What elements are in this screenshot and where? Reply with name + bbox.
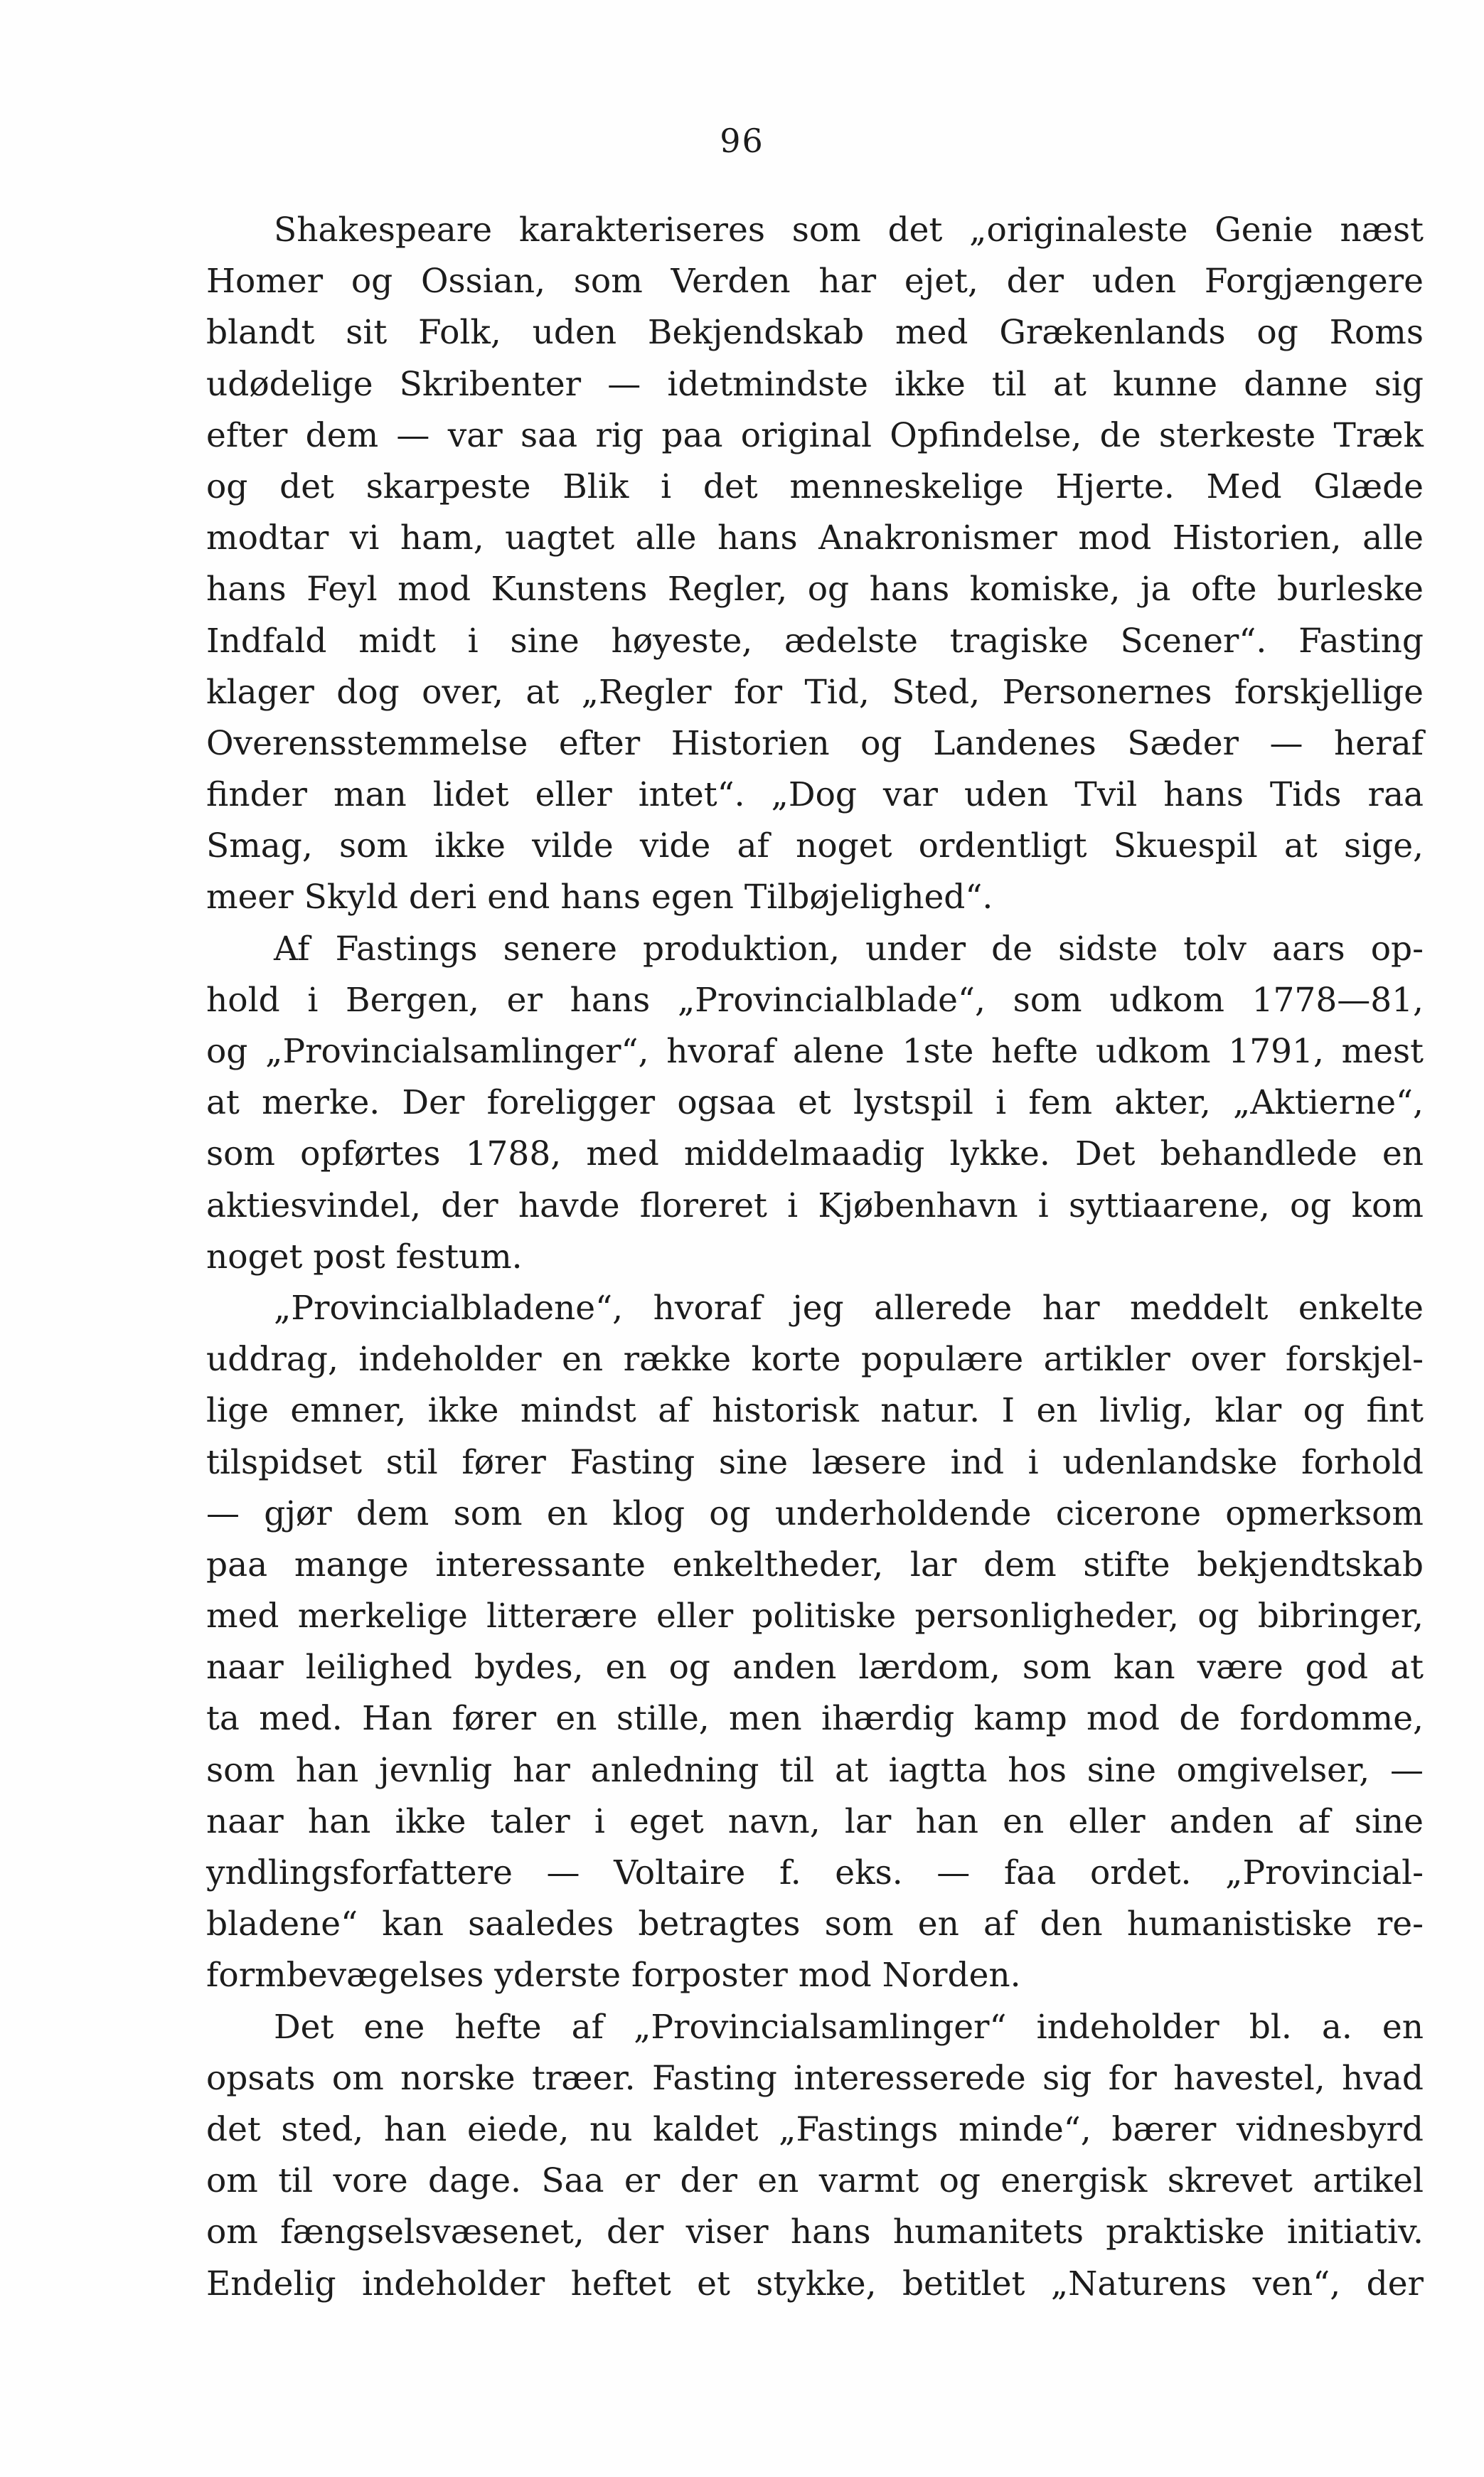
text-line: Af Fastings senere produktion, under de sidste tolv aars op-: [274, 929, 1424, 969]
text-line: meer Skyld deri end hans egen Tilbøjelighed“.: [206, 878, 993, 917]
text-line: yndlingsforfattere — Voltaire f. eks. — faa ordet. „Provincial-: [206, 1853, 1424, 1892]
text-line: Endelig indeholder heftet et stykke, betitlet „Naturens ven“, der: [206, 2264, 1424, 2303]
text-line: det sted, han eiede, nu kaldet „Fastings minde“, bærer vidnesbyrd: [206, 2109, 1424, 2149]
text-line: ta med. Han fører en stille, men ihærdig kamp mod de fordomme,: [206, 1699, 1424, 1739]
text-line: udødelige Skribenter — idetmindste ikke til at kunne danne sig: [206, 364, 1424, 404]
text-line: Homer og Ossian, som Verden har ejet, der uden Forgjængere: [206, 262, 1424, 302]
text-line: at merke. Der foreligger ogsaa et lystspil i fem akter, „Aktierne“,: [206, 1083, 1424, 1123]
text-line: Det ene hefte af „Provincialsamlinger“ indeholder bl. a. en: [274, 2007, 1424, 2047]
text-line: paa mange interessante enkeltheder, lar dem stifte bekjendtskab: [206, 1545, 1424, 1584]
text-line: om til vore dage. Saa er der en varmt og energisk skrevet artikel: [206, 2161, 1424, 2201]
text-line: uddrag, indeholder en række korte populære artikler over forskjel-: [206, 1340, 1424, 1380]
text-line: naar han ikke taler i eget navn, lar han en eller anden af sine: [206, 1801, 1424, 1841]
text-line: som han jevnlig har anledning til at iagtta hos sine omgivelser, —: [206, 1750, 1424, 1790]
page-number: 96: [720, 122, 764, 160]
text-line: Overensstemmelse efter Historien og Landenes Sæder — heraf: [206, 723, 1424, 763]
text-line: tilspidset stil fører Fasting sine læsere ind i udenlandske forhold: [206, 1442, 1424, 1482]
text-line: formbevægelses yderste forposter mod Norden.: [206, 1956, 1021, 1996]
text-line: modtar vi ham, uagtet alle hans Anakronismer mod Historien, alle: [206, 518, 1424, 558]
text-line: blandt sit Folk, uden Bekjendskab med Grækenlands og Roms: [206, 313, 1424, 353]
text-line: som opførtes 1788, med middelmaadig lykke. Det behandlede en: [206, 1134, 1424, 1174]
text-line: og det skarpeste Blik i det menneskelige Hjerte. Med Glæde: [206, 467, 1424, 506]
text-line: „Provincialbladene“, hvoraf jeg allerede har meddelt enkelte: [274, 1288, 1424, 1328]
text-line: finder man lidet eller intet“. „Dog var uden Tvil hans Tids raa: [206, 775, 1424, 815]
text-line: bladene“ kan saaledes betragtes som en af den humanistiske re-: [206, 1905, 1424, 1944]
text-line: om fængselsvæsenet, der viser hans humanitets praktiske initiativ.: [206, 2212, 1424, 2252]
text-line: med merkelige litterære eller politiske personligheder, og bibringer,: [206, 1597, 1424, 1636]
text-line: Indfald midt i sine høyeste, ædelste tragiske Scener“. Fasting: [206, 621, 1424, 661]
text-line: Smag, som ikke vilde vide af noget ordentligt Skuespil at sige,: [206, 826, 1424, 866]
text-line: Shakespeare karakteriseres som det „originaleste Genie næst: [274, 211, 1424, 250]
text-line: hans Feyl mod Kunstens Regler, og hans komiske, ja ofte burleske: [206, 570, 1424, 609]
text-line: — gjør dem som en klog og underholdende cicerone opmerksom: [206, 1493, 1424, 1533]
text-line: hold i Bergen, er hans „Provincialblade“, som udkom 1778—81,: [206, 980, 1424, 1020]
text-line: naar leilighed bydes, en og anden lærdom, som kan være god at: [206, 1648, 1424, 1688]
text-line: noget post festum.: [206, 1237, 523, 1277]
text-line: efter dem — var saa rig paa original Opfindelse, de sterkeste Træk: [206, 415, 1424, 455]
text-line: og „Provincialsamlinger“, hvoraf alene 1ste hefte udkom 1791, mest: [206, 1032, 1424, 1071]
text-line: lige emner, ikke mindst af historisk natur. I en livlig, klar og fint: [206, 1391, 1424, 1431]
text-line: opsats om norske træer. Fasting interesserede sig for havestel, hvad: [206, 2058, 1424, 2098]
text-line: klager dog over, at „Regler for Tid, Sted, Personernes forskjellige: [206, 672, 1424, 712]
text-line: aktiesvindel, der havde floreret i Kjøbenhavn i syttiaarene, og kom: [206, 1186, 1424, 1225]
body-text: [206, 205, 1424, 2310]
